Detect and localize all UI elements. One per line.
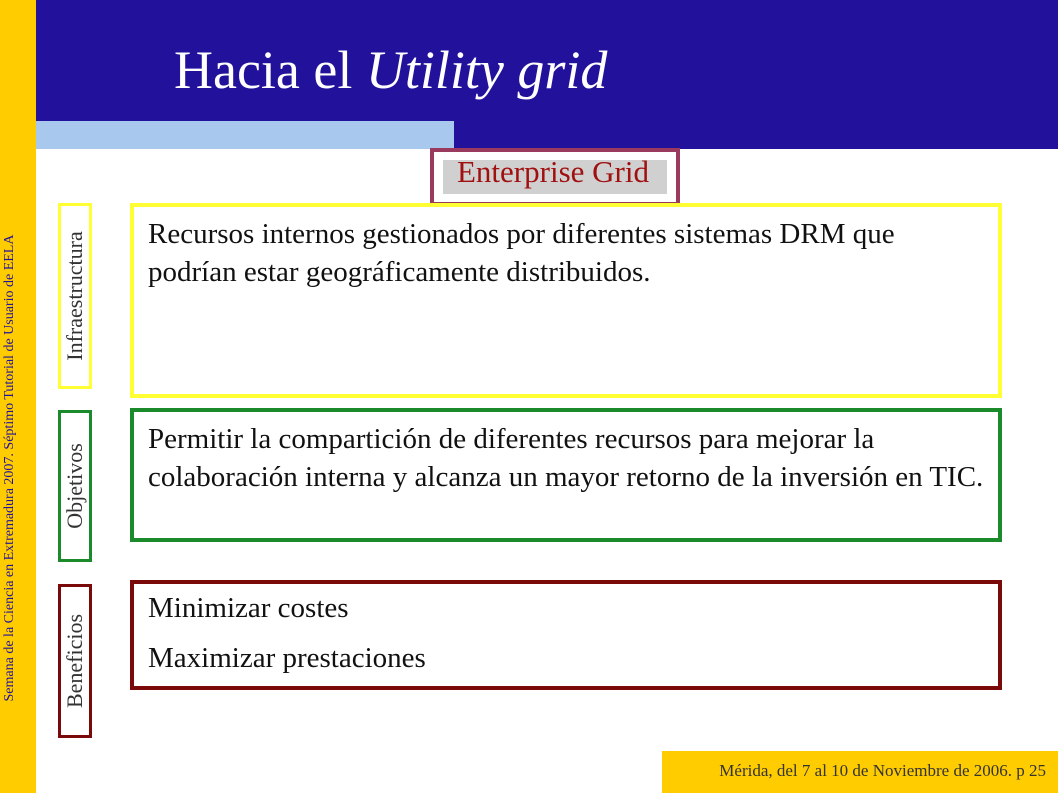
row-label-text: Beneficios — [62, 613, 87, 709]
row-label-objetivos — [58, 410, 92, 562]
beneficio-item: Minimizar costes — [148, 592, 349, 624]
objetivos-box — [130, 408, 1002, 542]
row-label-beneficios — [58, 584, 92, 738]
vertical-event-caption-text: Semana de la Ciencia en Extremadura 2007. Séptimo Tutorial de Usuario de EELA — [2, 234, 17, 702]
enterprise-grid-label: Enterprise Grid — [457, 154, 649, 189]
infraestructura-text: Recursos internos gestionados por diferentes sistemas DRM que podrían estar geográficamente distribuidos. — [148, 218, 895, 288]
row-label-text: Objetivos — [62, 443, 87, 529]
footer-bar — [662, 751, 1058, 793]
beneficios-box — [130, 580, 1002, 690]
row-label-infraestructura — [58, 203, 92, 389]
footer-text: Mérida, del 7 al 10 de Noviembre de 2006. p 25 — [719, 761, 1046, 780]
slide-title — [174, 38, 607, 102]
row-label-text: Infraestructura — [62, 231, 87, 361]
enterprise-grid-box — [430, 148, 680, 206]
slide-title-italic: Utility grid — [365, 40, 608, 100]
slide-title-plain: Hacia el — [174, 40, 366, 100]
infraestructura-box — [130, 203, 1002, 398]
beneficio-item: Maximizar prestaciones — [148, 642, 426, 674]
objetivos-text: Permitir la compartición de diferentes recursos para mejorar la colaboración interna y alcanza un mayor retorno de la inversión en TIC. — [148, 423, 984, 493]
title-banner-stripe — [36, 121, 454, 149]
